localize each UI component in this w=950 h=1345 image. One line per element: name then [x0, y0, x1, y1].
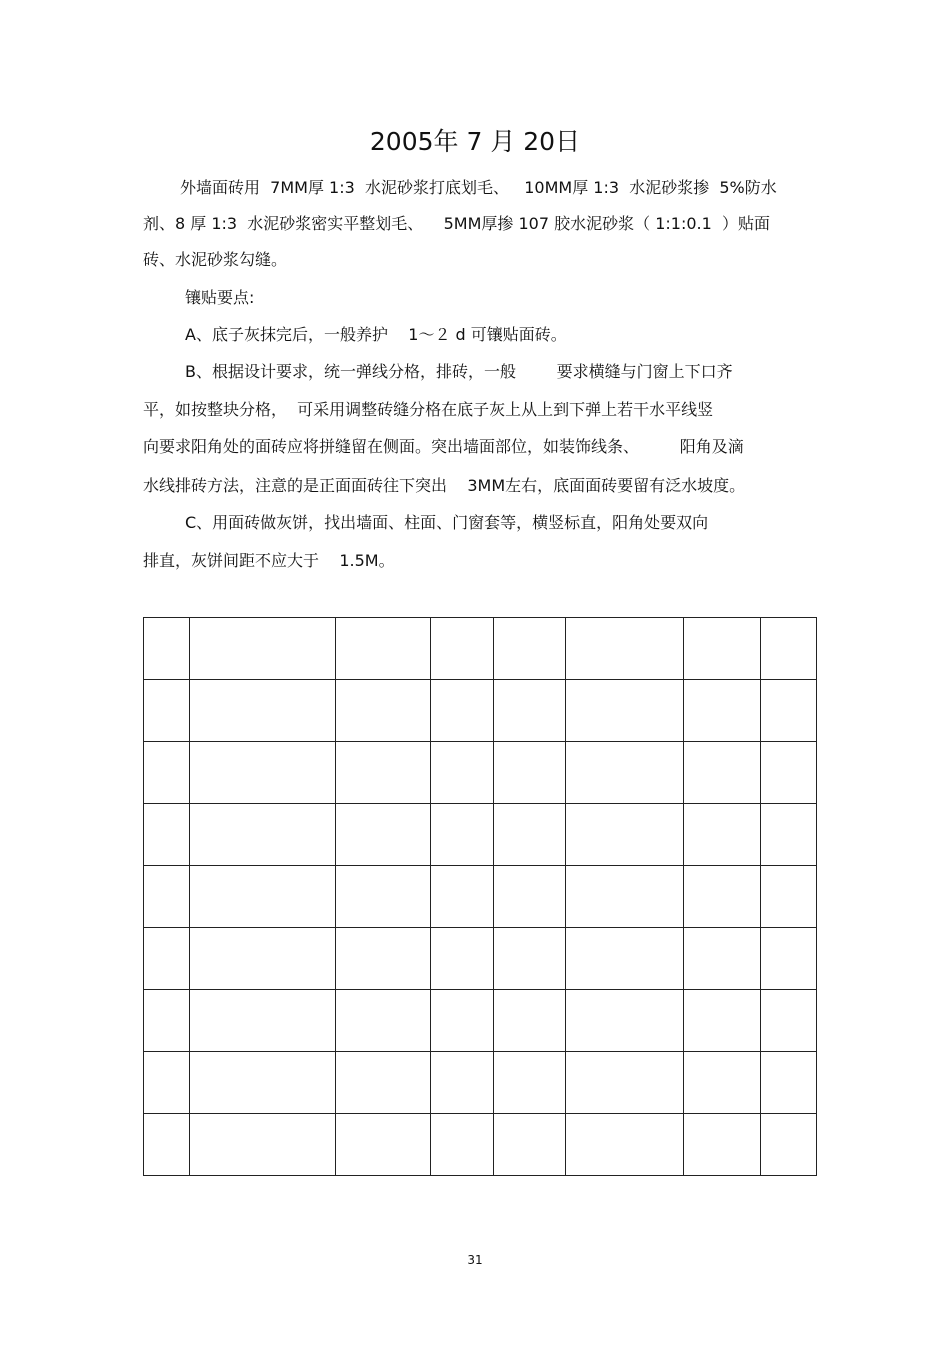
table-cell — [144, 680, 190, 742]
blank-table — [143, 617, 817, 1176]
table-cell — [190, 1052, 336, 1114]
table-cell — [190, 1114, 336, 1176]
table-cell — [431, 928, 494, 990]
table-cell — [566, 1114, 684, 1176]
table-cell — [336, 804, 431, 866]
table-cell — [144, 618, 190, 680]
table-cell — [761, 742, 817, 804]
table-cell — [684, 1114, 761, 1176]
table-cell — [144, 928, 190, 990]
table-cell — [566, 990, 684, 1052]
table-cell — [684, 1052, 761, 1114]
table-cell — [761, 990, 817, 1052]
table-cell — [494, 742, 566, 804]
table-cell — [431, 742, 494, 804]
table-cell — [336, 742, 431, 804]
table-cell — [684, 866, 761, 928]
table-cell — [144, 804, 190, 866]
table-cell — [494, 990, 566, 1052]
paragraph-line: 排直，灰饼间距不应大于 1.5M。 — [143, 551, 395, 570]
table-cell — [684, 618, 761, 680]
paragraph-line: 向要求阳角处的面砖应将拼缝留在侧面。突出墙面部位，如装饰线条、 阳角及滴 — [143, 437, 744, 456]
table-cell — [566, 804, 684, 866]
table-cell — [144, 866, 190, 928]
table-cell — [566, 742, 684, 804]
table-cell — [190, 928, 336, 990]
paragraph-line: A、底子灰抹完后，一般养护 1～２ d 可镶贴面砖。 — [185, 325, 567, 344]
table-cell — [431, 804, 494, 866]
paragraph-line: 水线排砖方法，注意的是正面面砖往下突出 3MM左右，底面面砖要留有泛水坡度。 — [143, 476, 746, 495]
paragraph-line: 砖、水泥砂浆勾缝。 — [143, 250, 288, 269]
table-cell — [190, 680, 336, 742]
table-row — [144, 618, 817, 680]
table-cell — [494, 1114, 566, 1176]
table-cell — [494, 1052, 566, 1114]
table-cell — [494, 928, 566, 990]
table-row — [144, 928, 817, 990]
table-cell — [431, 618, 494, 680]
table-cell — [336, 1052, 431, 1114]
table-cell — [431, 990, 494, 1052]
table-cell — [144, 742, 190, 804]
table-row — [144, 990, 817, 1052]
table-cell — [566, 618, 684, 680]
table-cell — [566, 928, 684, 990]
table-cell — [190, 804, 336, 866]
table-cell — [431, 1114, 494, 1176]
table-cell — [494, 618, 566, 680]
table-row — [144, 804, 817, 866]
paragraph-line: C、用面砖做灰饼，找出墙面、柱面、门窗套等，横竖标直，阳角处要双向 — [185, 513, 709, 532]
table-cell — [566, 1052, 684, 1114]
table-cell — [144, 1114, 190, 1176]
table-cell — [494, 866, 566, 928]
paragraph-line: 外墙面砖用 7MM厚 1:3 水泥砂浆打底划毛、 10MM厚 1:3 水泥砂浆掺 5%防水 — [180, 178, 777, 197]
table-row — [144, 680, 817, 742]
table-cell — [566, 680, 684, 742]
table-cell — [190, 742, 336, 804]
table-cell — [761, 618, 817, 680]
table-cell — [144, 1052, 190, 1114]
table-cell — [431, 680, 494, 742]
table-cell — [761, 1114, 817, 1176]
table-row — [144, 1114, 817, 1176]
table-cell — [336, 990, 431, 1052]
table-cell — [336, 928, 431, 990]
page-number: 31 — [467, 1253, 483, 1267]
table-cell — [684, 990, 761, 1052]
table-cell — [494, 680, 566, 742]
table-cell — [566, 866, 684, 928]
page-title: 2005年 7 月 20日 — [369, 127, 581, 156]
table-cell — [336, 866, 431, 928]
table-cell — [336, 618, 431, 680]
table-cell — [684, 680, 761, 742]
table-cell — [336, 680, 431, 742]
table-cell — [684, 804, 761, 866]
table-cell — [190, 618, 336, 680]
paragraph-line: 剂、8 厚 1:3 水泥砂浆密实平整划毛、 5MM厚掺 107 胶水泥砂浆（ 1:1:0.1 ）贴面 — [143, 214, 770, 233]
paragraph-line: B、根据设计要求，统一弹线分格，排砖，一般 要求横缝与门窗上下口齐 — [185, 362, 733, 381]
table-row — [144, 1052, 817, 1114]
table-cell — [336, 1114, 431, 1176]
section-heading: 镶贴要点: — [185, 288, 255, 307]
table-row — [144, 742, 817, 804]
table-cell — [684, 742, 761, 804]
table-cell — [761, 804, 817, 866]
table-cell — [431, 1052, 494, 1114]
table-cell — [431, 866, 494, 928]
table-cell — [494, 804, 566, 866]
table-cell — [190, 866, 336, 928]
paragraph-line: 平，如按整块分格， 可采用调整砖缝分格在底子灰上从上到下弹上若干水平线竖 — [143, 400, 714, 419]
table-cell — [761, 866, 817, 928]
table-cell — [144, 990, 190, 1052]
table-cell — [761, 1052, 817, 1114]
table-cell — [761, 680, 817, 742]
table-row — [144, 866, 817, 928]
table-cell — [684, 928, 761, 990]
table-cell — [190, 990, 336, 1052]
table-cell — [761, 928, 817, 990]
